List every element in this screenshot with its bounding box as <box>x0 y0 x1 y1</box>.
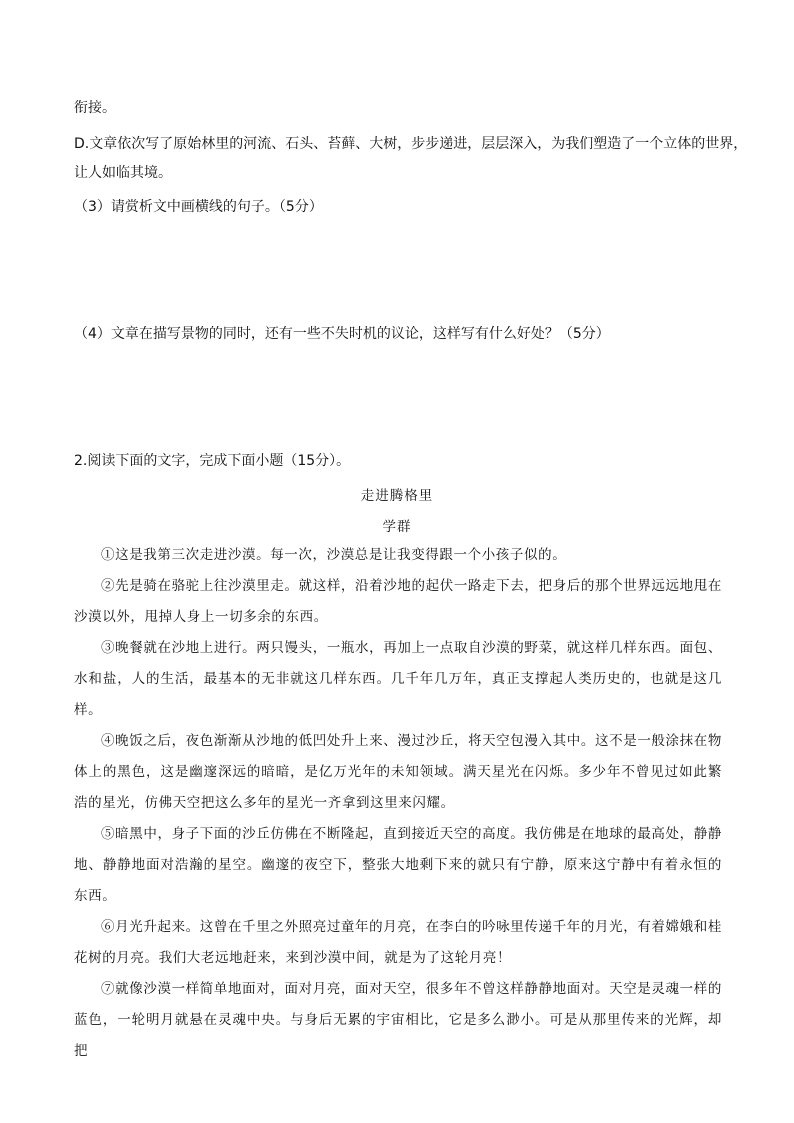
essay-paragraph-3: ③晚餐就在沙地上进行。两只馒头，一瓶水，再加上一点取自沙漠的野菜，就这样几样东西。面包、水和盐，人的生活，最基本的无非就这几样东西。几千年几万年，真正支撑起人类历史的，也就是这几样。 <box>74 640 722 718</box>
essay-title: 走进腾格里 <box>360 488 434 504</box>
essay-paragraph-4: ④晚饭之后，夜色渐渐从沙地的低凹处升上来、漫过沙丘，将天空包漫入其中。这不是一般涂抹在物体上的黑色，这是幽邃深远的暗暗，是亿万光年的未知领域。满天星光在闪烁。多少年不曾见过如此繁浩的星光，仿佛天空把这么多年的星光一齐拿到这里来闪耀。 <box>74 733 722 811</box>
question-4: （4）文章在描写景物的同时，还有一些不失时机的议论，这样写有什么好处？（5分） <box>74 326 610 342</box>
option-d-line-2: 让人如临其境。 <box>74 165 172 181</box>
section-2-heading: 2.阅读下面的文字，完成下面小题（15分）。 <box>74 453 351 469</box>
essay-paragraph-1: ①这是我第三次走进沙漠。每一次，沙漠总是让我变得跟一个小孩子似的。 <box>101 547 567 563</box>
essay-author: 学群 <box>382 519 412 535</box>
text-line-continuation: 衔接。 <box>74 100 116 116</box>
essay-paragraph-2: ②先是骑在骆驼上往沙漠里走。就这样，沿着沙地的起伏一路走下去，把身后的那个世界远远地甩在沙漠以外，甩掉人身上一切多余的东西。 <box>74 578 722 625</box>
option-d-line-1: D.文章依次写了原始林里的河流、石头、苔藓、大树，步步递进，层层深入，为我们塑造了一个立体的世界， <box>74 136 748 152</box>
essay-body <box>74 540 722 1067</box>
essay-paragraph-6: ⑥月光升起来。这曾在千里之外照亮过童年的月亮，在李白的吟咏里传递千年的月光，有着嫦娥和桂花树的月亮。我们大老远地赶来，来到沙漠中间，就是为了这轮月亮！ <box>74 919 722 966</box>
essay-paragraph-7: ⑦就像沙漠一样简单地面对，面对月亮，面对天空，很多年不曾这样静静地面对。天空是灵魂一样的蓝色，一轮明月就悬在灵魂中央。与身后无累的宇宙相比，它是多么渺小。可是从那里传来的光辉，却把 <box>74 981 722 1059</box>
question-3: （3）请赏析文中画横线的句子。（5分） <box>74 199 323 215</box>
essay-paragraph-5: ⑤暗黑中，身子下面的沙丘仿佛在不断隆起，直到接近天空的高度。我仿佛是在地球的最高处，静静地、静静地面对浩瀚的星空。幽邃的夜空下，整张大地剩下来的就只有宁静，原来这宁静中有着永恒的东西。 <box>74 826 722 904</box>
